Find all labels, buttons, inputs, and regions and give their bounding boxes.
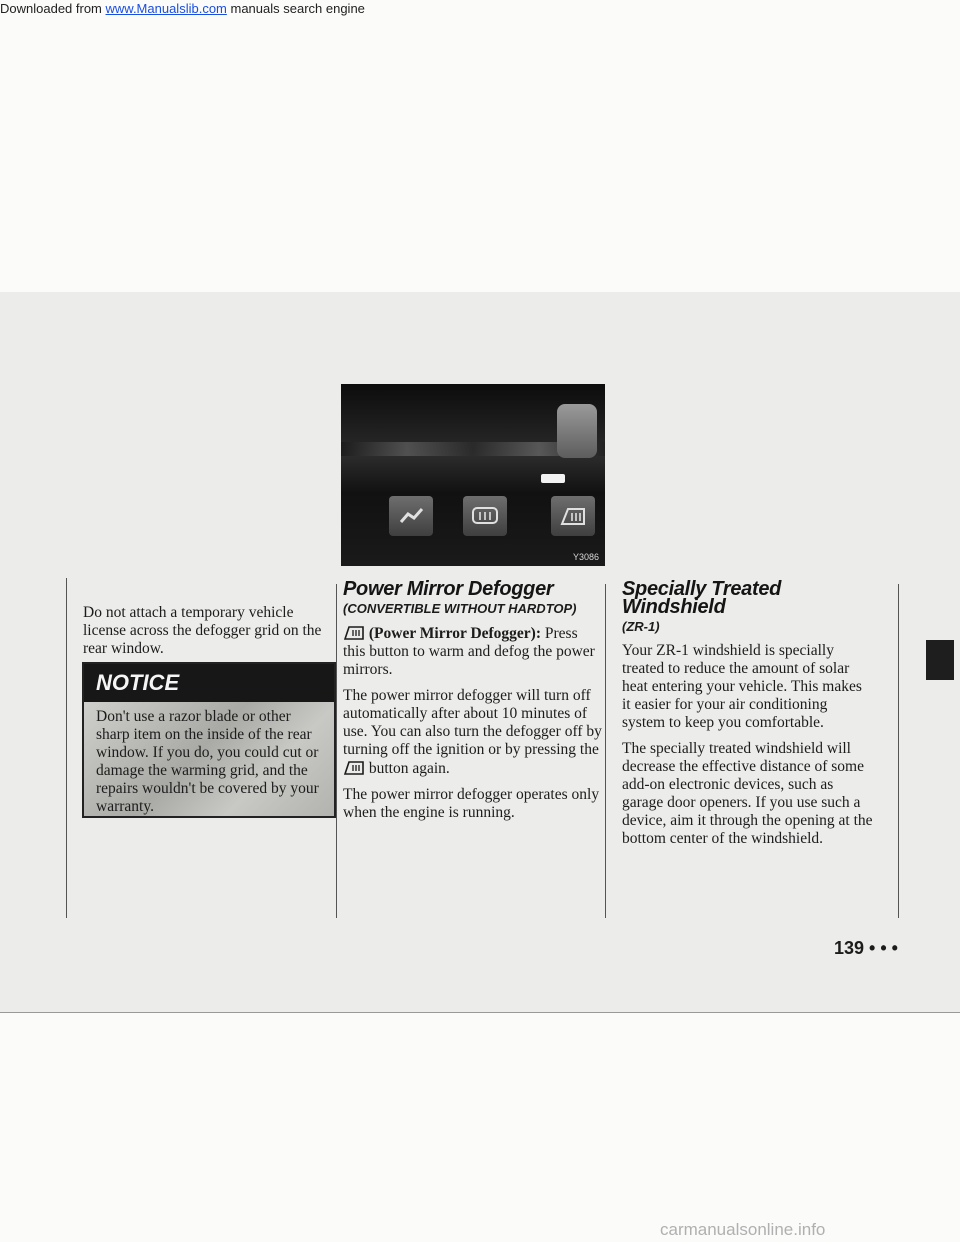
download-header [0, 0, 960, 18]
photo-indicator [541, 474, 565, 483]
windshield-subheading: (ZR-1) [622, 619, 660, 634]
column-rule-left [66, 578, 67, 918]
page-edge-line [0, 1012, 960, 1013]
mirror-defogger-p2-start: The power mirror defogger will turn off automatically after about 10 minutes of use. You can also turn the defogger off by turning off the ignition or by pressing the [343, 687, 602, 758]
mirror-defog-icon [558, 504, 588, 528]
defogger-photo [341, 384, 605, 566]
mirror-defogger-subheading: (CONVERTIBLE WITHOUT HARDTOP) [343, 601, 577, 616]
photo-code: Y3086 [572, 552, 599, 562]
windshield-p1: Your ZR-1 windshield is specially treated to reduce the amount of solar heat entering your vehicle. This makes it easier for your air conditioning system to keep you comfortable. [622, 642, 862, 731]
windshield-heading: Specially Treated Windshield [622, 578, 782, 618]
page-number: 139 • • • [834, 938, 898, 958]
left-column [83, 604, 331, 666]
notice-box [82, 662, 336, 818]
watermark: carmanualsonline.info [660, 1220, 826, 1239]
photo-vent-button [389, 496, 433, 536]
column-rule-edge [898, 584, 899, 918]
photo-knob [557, 404, 597, 458]
notice-body: Don't use a razor blade or other sharp item on the inside of the rear window. If you do, you could cut or damage the warming grid, and the repairs wouldn't be covered by your warranty. [84, 702, 334, 816]
vent-icon [396, 504, 426, 528]
defogger-warning-text: Do not attach a temporary vehicle license across the defogger grid on the rear window. [83, 604, 322, 657]
manualslib-link[interactable]: www.Manualslib.com [105, 1, 227, 16]
mirror-defogger-p3: The power mirror defogger operates only when the engine is running. [343, 786, 600, 821]
mirror-defogger-button-label: (Power Mirror Defogger): [368, 625, 542, 642]
mirror-defogger-p2 [343, 687, 603, 778]
column-rule-middle [336, 584, 337, 918]
header-prefix: Downloaded from [0, 1, 106, 16]
mirror-defogger-p1 [343, 624, 603, 679]
right-column [622, 580, 874, 856]
rear-defog-icon [470, 504, 500, 528]
mirror-defog-icon [343, 624, 365, 642]
section-tab-marker [926, 640, 954, 680]
page-top-margin [0, 0, 960, 292]
mirror-defogger-p2-end: button again. [365, 760, 450, 777]
photo-rear-defog-button [463, 496, 507, 536]
notice-title: NOTICE [84, 664, 334, 702]
mirror-defogger-p1-rest: Press this button to warm and defog the power mirrors. [343, 625, 595, 678]
middle-column [343, 580, 603, 830]
mirror-defogger-heading: Power Mirror Defogger [343, 578, 554, 600]
page-bottom-margin [0, 1012, 960, 1242]
windshield-p2: The specially treated windshield will decrease the effective distance of some add-on electronic devices, such as garage door openers. If you use such a device, aim it through the opening at the bottom center of the windshield. [622, 740, 873, 847]
column-rule-right [605, 584, 606, 918]
header-suffix: manuals search engine [226, 1, 365, 16]
photo-mirror-defog-button [551, 496, 595, 536]
mirror-defog-icon [343, 759, 365, 777]
